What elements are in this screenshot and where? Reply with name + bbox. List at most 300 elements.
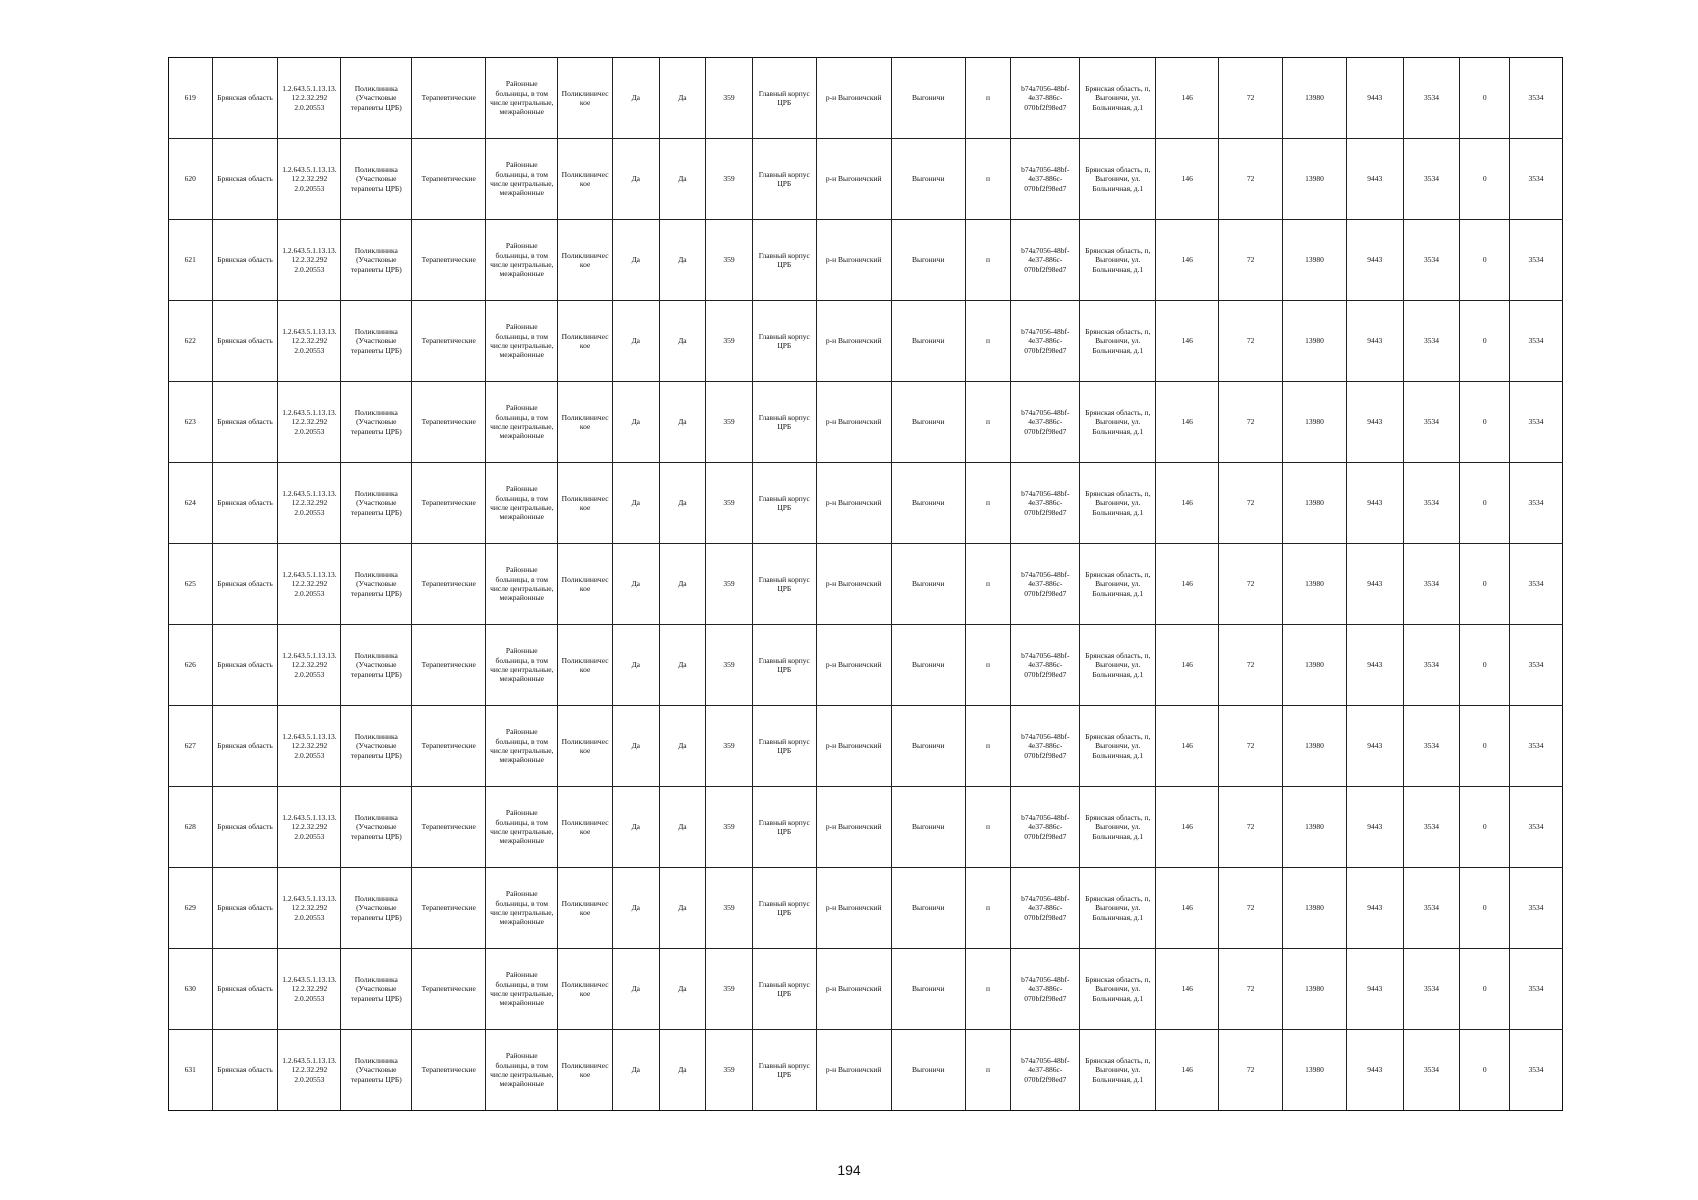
cell-guid: b74a7056-48bf-4e37-886c-070bf2f98ed7 — [1011, 301, 1080, 382]
cell-v3: 13980 — [1283, 949, 1347, 1030]
cell-loc-type: п — [965, 58, 1011, 139]
cell-v4: 9443 — [1346, 58, 1403, 139]
cell-unit: Поликлиника (Участковые терапевты ЦРБ) — [341, 868, 412, 949]
cell-v2: 72 — [1219, 139, 1283, 220]
cell-v7: 3534 — [1510, 382, 1563, 463]
cell-v6: 0 — [1460, 220, 1510, 301]
cell-code: 359 — [706, 139, 753, 220]
cell-loc-type: п — [965, 220, 1011, 301]
cell-v1: 146 — [1156, 1030, 1219, 1111]
cell-v1: 146 — [1156, 463, 1219, 544]
cell-f2: Да — [659, 787, 706, 868]
cell-f2: Да — [659, 301, 706, 382]
cell-oid: 1.2.643.5.1.13.13.12.2.32.292 2.0.20553 — [278, 382, 341, 463]
cell-v4: 9443 — [1346, 949, 1403, 1030]
cell-v7: 3534 — [1510, 301, 1563, 382]
cell-region: Брянская область — [212, 220, 278, 301]
cell-hospital-type: Районные больницы, в том числе центральные, межрайонные — [486, 139, 558, 220]
cell-v2: 72 — [1219, 463, 1283, 544]
cell-f2: Да — [659, 544, 706, 625]
cell-locality: Выгоничи — [891, 787, 965, 868]
cell-v2: 72 — [1219, 544, 1283, 625]
cell-num: 623 — [169, 382, 213, 463]
cell-region: Брянская область — [212, 463, 278, 544]
cell-v6: 0 — [1460, 625, 1510, 706]
cell-unit: Поликлиника (Участковые терапевты ЦРБ) — [341, 58, 412, 139]
cell-v2: 72 — [1219, 868, 1283, 949]
cell-unit: Поликлиника (Участковые терапевты ЦРБ) — [341, 301, 412, 382]
cell-address: Брянская область, п, Выгоничи, ул. Больничная, д.1 — [1080, 463, 1156, 544]
cell-dept: Поликлиническое — [558, 868, 613, 949]
cell-region: Брянская область — [212, 301, 278, 382]
cell-f1: Да — [612, 544, 659, 625]
cell-v3: 13980 — [1283, 301, 1347, 382]
cell-v3: 13980 — [1283, 868, 1347, 949]
cell-guid: b74a7056-48bf-4e37-886c-070bf2f98ed7 — [1011, 139, 1080, 220]
cell-num: 628 — [169, 787, 213, 868]
cell-oid: 1.2.643.5.1.13.13.12.2.32.292 2.0.20553 — [278, 706, 341, 787]
cell-loc-type: п — [965, 868, 1011, 949]
cell-v3: 13980 — [1283, 58, 1347, 139]
cell-v5: 3534 — [1403, 706, 1460, 787]
cell-guid: b74a7056-48bf-4e37-886c-070bf2f98ed7 — [1011, 58, 1080, 139]
cell-loc-type: п — [965, 544, 1011, 625]
cell-v7: 3534 — [1510, 139, 1563, 220]
cell-building: Главный корпус ЦРБ — [752, 949, 816, 1030]
cell-locality: Выгоничи — [891, 58, 965, 139]
page-number: 194 — [837, 1162, 861, 1178]
cell-code: 359 — [706, 1030, 753, 1111]
cell-v3: 13980 — [1283, 463, 1347, 544]
cell-hospital-type: Районные больницы, в том числе центральные, межрайонные — [486, 1030, 558, 1111]
cell-v5: 3534 — [1403, 1030, 1460, 1111]
cell-f1: Да — [612, 463, 659, 544]
cell-f2: Да — [659, 139, 706, 220]
cell-hospital-type: Районные больницы, в том числе центральные, межрайонные — [486, 706, 558, 787]
table-row — [169, 706, 1563, 787]
cell-locality: Выгоничи — [891, 544, 965, 625]
cell-guid: b74a7056-48bf-4e37-886c-070bf2f98ed7 — [1011, 706, 1080, 787]
cell-num: 619 — [169, 58, 213, 139]
cell-building: Главный корпус ЦРБ — [752, 463, 816, 544]
cell-dept: Поликлиническое — [558, 58, 613, 139]
cell-hospital-type: Районные больницы, в том числе центральные, межрайонные — [486, 463, 558, 544]
cell-profile: Терапевтические — [412, 301, 486, 382]
cell-building: Главный корпус ЦРБ — [752, 382, 816, 463]
cell-v7: 3534 — [1510, 544, 1563, 625]
cell-v7: 3534 — [1510, 58, 1563, 139]
cell-f2: Да — [659, 1030, 706, 1111]
cell-v6: 0 — [1460, 949, 1510, 1030]
cell-v4: 9443 — [1346, 220, 1403, 301]
cell-unit: Поликлиника (Участковые терапевты ЦРБ) — [341, 544, 412, 625]
cell-loc-type: п — [965, 949, 1011, 1030]
cell-region: Брянская область — [212, 382, 278, 463]
cell-v2: 72 — [1219, 382, 1283, 463]
cell-guid: b74a7056-48bf-4e37-886c-070bf2f98ed7 — [1011, 1030, 1080, 1111]
table-row — [169, 301, 1563, 382]
cell-oid: 1.2.643.5.1.13.13.12.2.32.292 2.0.20553 — [278, 139, 341, 220]
cell-v1: 146 — [1156, 787, 1219, 868]
cell-v4: 9443 — [1346, 706, 1403, 787]
cell-unit: Поликлиника (Участковые терапевты ЦРБ) — [341, 625, 412, 706]
cell-region: Брянская область — [212, 625, 278, 706]
cell-profile: Терапевтические — [412, 787, 486, 868]
cell-address: Брянская область, п, Выгоничи, ул. Больничная, д.1 — [1080, 58, 1156, 139]
cell-oid: 1.2.643.5.1.13.13.12.2.32.292 2.0.20553 — [278, 949, 341, 1030]
cell-f1: Да — [612, 625, 659, 706]
cell-building: Главный корпус ЦРБ — [752, 139, 816, 220]
data-table — [168, 57, 1563, 1111]
cell-oid: 1.2.643.5.1.13.13.12.2.32.292 2.0.20553 — [278, 1030, 341, 1111]
cell-profile: Терапевтические — [412, 463, 486, 544]
cell-profile: Терапевтические — [412, 58, 486, 139]
cell-v7: 3534 — [1510, 949, 1563, 1030]
cell-dept: Поликлиническое — [558, 706, 613, 787]
cell-v6: 0 — [1460, 544, 1510, 625]
cell-profile: Терапевтические — [412, 625, 486, 706]
table-row — [169, 949, 1563, 1030]
cell-hospital-type: Районные больницы, в том числе центральные, межрайонные — [486, 949, 558, 1030]
cell-f1: Да — [612, 139, 659, 220]
cell-guid: b74a7056-48bf-4e37-886c-070bf2f98ed7 — [1011, 625, 1080, 706]
cell-region: Брянская область — [212, 706, 278, 787]
cell-v1: 146 — [1156, 949, 1219, 1030]
cell-locality: Выгоничи — [891, 139, 965, 220]
cell-v4: 9443 — [1346, 301, 1403, 382]
cell-profile: Терапевтические — [412, 949, 486, 1030]
cell-num: 624 — [169, 463, 213, 544]
cell-district: р-н Выгоничский — [816, 1030, 891, 1111]
cell-f1: Да — [612, 1030, 659, 1111]
cell-f1: Да — [612, 706, 659, 787]
cell-district: р-н Выгоничский — [816, 463, 891, 544]
cell-f2: Да — [659, 868, 706, 949]
cell-oid: 1.2.643.5.1.13.13.12.2.32.292 2.0.20553 — [278, 544, 341, 625]
cell-locality: Выгоничи — [891, 949, 965, 1030]
cell-v5: 3534 — [1403, 949, 1460, 1030]
table-row — [169, 1030, 1563, 1111]
cell-guid: b74a7056-48bf-4e37-886c-070bf2f98ed7 — [1011, 868, 1080, 949]
cell-unit: Поликлиника (Участковые терапевты ЦРБ) — [341, 220, 412, 301]
cell-v2: 72 — [1219, 787, 1283, 868]
cell-v4: 9443 — [1346, 1030, 1403, 1111]
cell-locality: Выгоничи — [891, 625, 965, 706]
cell-f2: Да — [659, 382, 706, 463]
cell-v4: 9443 — [1346, 463, 1403, 544]
cell-loc-type: п — [965, 706, 1011, 787]
cell-district: р-н Выгоничский — [816, 58, 891, 139]
cell-f2: Да — [659, 949, 706, 1030]
cell-v6: 0 — [1460, 139, 1510, 220]
cell-profile: Терапевтические — [412, 544, 486, 625]
cell-v6: 0 — [1460, 868, 1510, 949]
cell-v1: 146 — [1156, 868, 1219, 949]
cell-v1: 146 — [1156, 301, 1219, 382]
cell-v2: 72 — [1219, 949, 1283, 1030]
cell-v3: 13980 — [1283, 220, 1347, 301]
table-row — [169, 139, 1563, 220]
cell-building: Главный корпус ЦРБ — [752, 544, 816, 625]
cell-v3: 13980 — [1283, 544, 1347, 625]
cell-v3: 13980 — [1283, 382, 1347, 463]
cell-v1: 146 — [1156, 139, 1219, 220]
cell-f2: Да — [659, 463, 706, 544]
table-body — [169, 58, 1563, 1111]
cell-f1: Да — [612, 301, 659, 382]
cell-region: Брянская область — [212, 787, 278, 868]
cell-f1: Да — [612, 949, 659, 1030]
cell-building: Главный корпус ЦРБ — [752, 220, 816, 301]
cell-code: 359 — [706, 868, 753, 949]
cell-loc-type: п — [965, 787, 1011, 868]
cell-region: Брянская область — [212, 868, 278, 949]
cell-v1: 146 — [1156, 220, 1219, 301]
cell-district: р-н Выгоничский — [816, 139, 891, 220]
cell-building: Главный корпус ЦРБ — [752, 1030, 816, 1111]
cell-region: Брянская область — [212, 1030, 278, 1111]
cell-code: 359 — [706, 463, 753, 544]
cell-code: 359 — [706, 544, 753, 625]
cell-unit: Поликлиника (Участковые терапевты ЦРБ) — [341, 1030, 412, 1111]
cell-v2: 72 — [1219, 625, 1283, 706]
cell-unit: Поликлиника (Участковые терапевты ЦРБ) — [341, 382, 412, 463]
cell-v2: 72 — [1219, 301, 1283, 382]
cell-locality: Выгоничи — [891, 706, 965, 787]
cell-unit: Поликлиника (Участковые терапевты ЦРБ) — [341, 706, 412, 787]
cell-dept: Поликлиническое — [558, 463, 613, 544]
cell-address: Брянская область, п, Выгоничи, ул. Больничная, д.1 — [1080, 544, 1156, 625]
cell-code: 359 — [706, 706, 753, 787]
cell-num: 629 — [169, 868, 213, 949]
cell-guid: b74a7056-48bf-4e37-886c-070bf2f98ed7 — [1011, 949, 1080, 1030]
cell-guid: b74a7056-48bf-4e37-886c-070bf2f98ed7 — [1011, 463, 1080, 544]
cell-v2: 72 — [1219, 58, 1283, 139]
cell-dept: Поликлиническое — [558, 139, 613, 220]
cell-dept: Поликлиническое — [558, 949, 613, 1030]
table-row — [169, 625, 1563, 706]
cell-hospital-type: Районные больницы, в том числе центральные, межрайонные — [486, 787, 558, 868]
cell-building: Главный корпус ЦРБ — [752, 625, 816, 706]
cell-v5: 3534 — [1403, 382, 1460, 463]
cell-profile: Терапевтические — [412, 1030, 486, 1111]
cell-v7: 3534 — [1510, 463, 1563, 544]
cell-hospital-type: Районные больницы, в том числе центральные, межрайонные — [486, 625, 558, 706]
cell-address: Брянская область, п, Выгоничи, ул. Больничная, д.1 — [1080, 706, 1156, 787]
cell-unit: Поликлиника (Участковые терапевты ЦРБ) — [341, 139, 412, 220]
cell-district: р-н Выгоничский — [816, 787, 891, 868]
cell-district: р-н Выгоничский — [816, 382, 891, 463]
cell-address: Брянская область, п, Выгоничи, ул. Больничная, д.1 — [1080, 382, 1156, 463]
cell-num: 621 — [169, 220, 213, 301]
cell-code: 359 — [706, 787, 753, 868]
cell-v4: 9443 — [1346, 868, 1403, 949]
cell-v7: 3534 — [1510, 706, 1563, 787]
cell-v2: 72 — [1219, 1030, 1283, 1111]
cell-v3: 13980 — [1283, 139, 1347, 220]
table-row — [169, 868, 1563, 949]
cell-region: Брянская область — [212, 949, 278, 1030]
cell-hospital-type: Районные больницы, в том числе центральные, межрайонные — [486, 220, 558, 301]
cell-unit: Поликлиника (Участковые терапевты ЦРБ) — [341, 787, 412, 868]
cell-oid: 1.2.643.5.1.13.13.12.2.32.292 2.0.20553 — [278, 220, 341, 301]
cell-locality: Выгоничи — [891, 463, 965, 544]
cell-f2: Да — [659, 706, 706, 787]
cell-locality: Выгоничи — [891, 220, 965, 301]
cell-district: р-н Выгоничский — [816, 706, 891, 787]
cell-v4: 9443 — [1346, 625, 1403, 706]
cell-profile: Терапевтические — [412, 139, 486, 220]
cell-oid: 1.2.643.5.1.13.13.12.2.32.292 2.0.20553 — [278, 787, 341, 868]
cell-address: Брянская область, п, Выгоничи, ул. Больничная, д.1 — [1080, 625, 1156, 706]
cell-oid: 1.2.643.5.1.13.13.12.2.32.292 2.0.20553 — [278, 301, 341, 382]
cell-v2: 72 — [1219, 706, 1283, 787]
cell-loc-type: п — [965, 382, 1011, 463]
cell-locality: Выгоничи — [891, 1030, 965, 1111]
cell-f1: Да — [612, 787, 659, 868]
cell-v1: 146 — [1156, 706, 1219, 787]
cell-v1: 146 — [1156, 382, 1219, 463]
cell-v5: 3534 — [1403, 220, 1460, 301]
cell-hospital-type: Районные больницы, в том числе центральные, межрайонные — [486, 544, 558, 625]
cell-num: 620 — [169, 139, 213, 220]
cell-v7: 3534 — [1510, 220, 1563, 301]
cell-num: 626 — [169, 625, 213, 706]
cell-code: 359 — [706, 625, 753, 706]
cell-v1: 146 — [1156, 625, 1219, 706]
table-row — [169, 544, 1563, 625]
cell-num: 625 — [169, 544, 213, 625]
cell-loc-type: п — [965, 625, 1011, 706]
cell-v3: 13980 — [1283, 787, 1347, 868]
cell-v6: 0 — [1460, 463, 1510, 544]
cell-district: р-н Выгоничский — [816, 868, 891, 949]
cell-v4: 9443 — [1346, 382, 1403, 463]
cell-num: 627 — [169, 706, 213, 787]
cell-v6: 0 — [1460, 301, 1510, 382]
cell-dept: Поликлиническое — [558, 1030, 613, 1111]
cell-f2: Да — [659, 58, 706, 139]
cell-v6: 0 — [1460, 706, 1510, 787]
cell-v1: 146 — [1156, 58, 1219, 139]
cell-dept: Поликлиническое — [558, 220, 613, 301]
cell-profile: Терапевтические — [412, 706, 486, 787]
cell-v5: 3534 — [1403, 625, 1460, 706]
cell-oid: 1.2.643.5.1.13.13.12.2.32.292 2.0.20553 — [278, 463, 341, 544]
cell-f2: Да — [659, 625, 706, 706]
cell-code: 359 — [706, 220, 753, 301]
cell-v7: 3534 — [1510, 1030, 1563, 1111]
cell-num: 631 — [169, 1030, 213, 1111]
cell-code: 359 — [706, 301, 753, 382]
cell-v3: 13980 — [1283, 1030, 1347, 1111]
cell-region: Брянская область — [212, 139, 278, 220]
cell-dept: Поликлиническое — [558, 382, 613, 463]
cell-address: Брянская область, п, Выгоничи, ул. Больничная, д.1 — [1080, 1030, 1156, 1111]
cell-v6: 0 — [1460, 1030, 1510, 1111]
cell-district: р-н Выгоничский — [816, 544, 891, 625]
cell-address: Брянская область, п, Выгоничи, ул. Больничная, д.1 — [1080, 301, 1156, 382]
cell-unit: Поликлиника (Участковые терапевты ЦРБ) — [341, 949, 412, 1030]
cell-loc-type: п — [965, 139, 1011, 220]
cell-v5: 3534 — [1403, 868, 1460, 949]
cell-district: р-н Выгоничский — [816, 625, 891, 706]
cell-guid: b74a7056-48bf-4e37-886c-070bf2f98ed7 — [1011, 382, 1080, 463]
cell-address: Брянская область, п, Выгоничи, ул. Больничная, д.1 — [1080, 139, 1156, 220]
cell-building: Главный корпус ЦРБ — [752, 787, 816, 868]
cell-v5: 3534 — [1403, 544, 1460, 625]
cell-v2: 72 — [1219, 220, 1283, 301]
cell-num: 630 — [169, 949, 213, 1030]
cell-profile: Терапевтические — [412, 220, 486, 301]
cell-oid: 1.2.643.5.1.13.13.12.2.32.292 2.0.20553 — [278, 58, 341, 139]
cell-v1: 146 — [1156, 544, 1219, 625]
cell-v7: 3534 — [1510, 625, 1563, 706]
cell-building: Главный корпус ЦРБ — [752, 868, 816, 949]
cell-v3: 13980 — [1283, 706, 1347, 787]
cell-v5: 3534 — [1403, 787, 1460, 868]
cell-hospital-type: Районные больницы, в том числе центральные, межрайонные — [486, 301, 558, 382]
cell-v5: 3534 — [1403, 301, 1460, 382]
cell-district: р-н Выгоничский — [816, 949, 891, 1030]
cell-v3: 13980 — [1283, 625, 1347, 706]
cell-f1: Да — [612, 382, 659, 463]
cell-dept: Поликлиническое — [558, 787, 613, 868]
cell-dept: Поликлиническое — [558, 301, 613, 382]
cell-loc-type: п — [965, 463, 1011, 544]
cell-v5: 3534 — [1403, 58, 1460, 139]
cell-oid: 1.2.643.5.1.13.13.12.2.32.292 2.0.20553 — [278, 868, 341, 949]
cell-f1: Да — [612, 220, 659, 301]
cell-region: Брянская область — [212, 58, 278, 139]
cell-v4: 9443 — [1346, 787, 1403, 868]
table-row — [169, 787, 1563, 868]
cell-building: Главный корпус ЦРБ — [752, 58, 816, 139]
cell-code: 359 — [706, 949, 753, 1030]
cell-dept: Поликлиническое — [558, 625, 613, 706]
cell-code: 359 — [706, 382, 753, 463]
cell-num: 622 — [169, 301, 213, 382]
cell-address: Брянская область, п, Выгоничи, ул. Больничная, д.1 — [1080, 949, 1156, 1030]
cell-hospital-type: Районные больницы, в том числе центральные, межрайонные — [486, 58, 558, 139]
cell-code: 359 — [706, 58, 753, 139]
cell-loc-type: п — [965, 301, 1011, 382]
cell-building: Главный корпус ЦРБ — [752, 706, 816, 787]
cell-unit: Поликлиника (Участковые терапевты ЦРБ) — [341, 463, 412, 544]
cell-locality: Выгоничи — [891, 868, 965, 949]
cell-building: Главный корпус ЦРБ — [752, 301, 816, 382]
cell-locality: Выгоничи — [891, 382, 965, 463]
table-row — [169, 382, 1563, 463]
cell-district: р-н Выгоничский — [816, 220, 891, 301]
table-row — [169, 220, 1563, 301]
cell-guid: b74a7056-48bf-4e37-886c-070bf2f98ed7 — [1011, 787, 1080, 868]
cell-guid: b74a7056-48bf-4e37-886c-070bf2f98ed7 — [1011, 220, 1080, 301]
cell-v6: 0 — [1460, 58, 1510, 139]
cell-region: Брянская область — [212, 544, 278, 625]
cell-v7: 3534 — [1510, 787, 1563, 868]
cell-v5: 3534 — [1403, 463, 1460, 544]
table-row — [169, 463, 1563, 544]
cell-v6: 0 — [1460, 787, 1510, 868]
cell-f1: Да — [612, 58, 659, 139]
cell-hospital-type: Районные больницы, в том числе центральные, межрайонные — [486, 868, 558, 949]
cell-address: Брянская область, п, Выгоничи, ул. Больничная, д.1 — [1080, 220, 1156, 301]
table-row — [169, 58, 1563, 139]
cell-v4: 9443 — [1346, 544, 1403, 625]
cell-district: р-н Выгоничский — [816, 301, 891, 382]
cell-dept: Поликлиническое — [558, 544, 613, 625]
